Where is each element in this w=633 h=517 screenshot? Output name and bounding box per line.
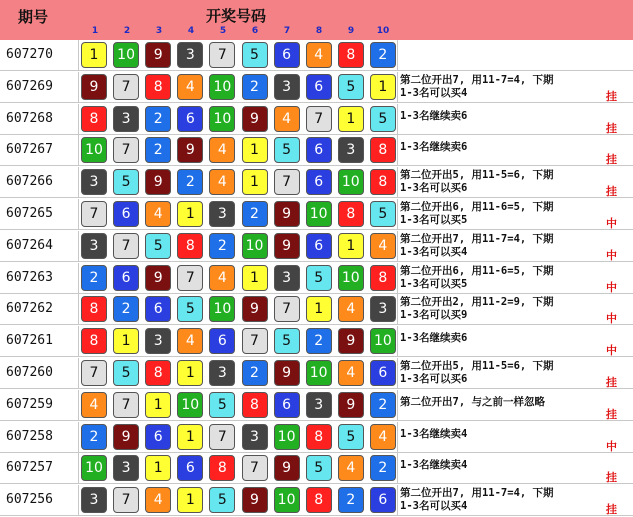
result-mark: 中 <box>606 312 617 326</box>
number-ball: 3 <box>274 74 300 100</box>
number-ball: 7 <box>209 424 235 450</box>
note-line: 1-3名继续卖4 <box>400 427 468 440</box>
column-divider <box>78 358 79 389</box>
table-row <box>0 390 633 421</box>
number-ball: 8 <box>338 42 364 68</box>
position-label: 1 <box>91 26 99 36</box>
number-ball: 8 <box>338 201 364 227</box>
number-ball: 7 <box>274 296 300 322</box>
number-ball: 1 <box>370 74 396 100</box>
number-ball: 6 <box>274 42 300 68</box>
column-divider <box>78 453 79 484</box>
number-ball: 4 <box>209 137 235 163</box>
note-line: 1-3名可以买4 <box>400 245 468 258</box>
table-row <box>0 358 633 389</box>
number-ball: 5 <box>306 455 332 481</box>
strategy-note <box>400 396 545 409</box>
number-ball: 4 <box>370 233 396 259</box>
column-divider <box>78 231 79 262</box>
number-ball: 10 <box>113 42 139 68</box>
table-row <box>0 294 633 325</box>
number-ball: 8 <box>370 137 396 163</box>
number-ball: 4 <box>274 106 300 132</box>
column-divider <box>78 294 79 325</box>
number-ball: 2 <box>113 296 139 322</box>
number-ball: 8 <box>370 169 396 195</box>
result-mark: 挂 <box>606 153 617 167</box>
number-ball: 3 <box>113 455 139 481</box>
number-ball: 9 <box>145 265 171 291</box>
strategy-note <box>400 201 554 227</box>
number-ball: 7 <box>113 233 139 259</box>
number-ball: 7 <box>242 455 268 481</box>
result-mark: 挂 <box>606 503 617 517</box>
number-ball: 6 <box>274 392 300 418</box>
issue-number: 607268 <box>6 110 53 126</box>
number-ball: 2 <box>145 106 171 132</box>
number-ball: 1 <box>242 137 268 163</box>
strategy-note <box>400 233 554 259</box>
number-ball: 3 <box>81 233 107 259</box>
issue-number: 607269 <box>6 78 53 94</box>
number-ball: 6 <box>177 455 203 481</box>
number-ball: 5 <box>209 487 235 513</box>
number-ball: 8 <box>145 360 171 386</box>
issue-number: 607265 <box>6 206 53 221</box>
issue-number: 607256 <box>6 492 53 508</box>
strategy-note <box>400 141 467 154</box>
number-ball: 2 <box>242 201 268 227</box>
number-ball: 6 <box>145 424 171 450</box>
result-mark: 挂 <box>606 185 617 199</box>
number-ball: 4 <box>338 360 364 386</box>
number-ball: 3 <box>81 487 107 513</box>
result-mark: 挂 <box>606 89 617 103</box>
column-divider <box>78 72 79 103</box>
number-ball: 10 <box>306 201 332 227</box>
number-ball: 2 <box>81 265 107 291</box>
note-line: 1-3名可以买4 <box>400 500 468 513</box>
column-divider <box>397 40 398 71</box>
number-ball: 10 <box>81 455 107 481</box>
table-row <box>0 422 633 453</box>
number-ball: 8 <box>81 328 107 354</box>
number-ball: 6 <box>113 201 139 227</box>
table-row <box>0 40 633 71</box>
strategy-note <box>400 265 554 291</box>
issue-number: 607266 <box>6 174 53 190</box>
number-ball: 6 <box>306 74 332 100</box>
number-ball: 1 <box>177 487 203 513</box>
column-divider <box>78 326 79 357</box>
number-ball: 6 <box>306 233 332 259</box>
number-ball: 9 <box>113 424 139 450</box>
number-ball: 7 <box>113 137 139 163</box>
column-divider <box>397 231 398 262</box>
number-ball: 10 <box>274 424 300 450</box>
result-mark: 挂 <box>606 376 617 389</box>
result-mark: 挂 <box>606 471 617 485</box>
number-ball: 4 <box>306 42 332 68</box>
number-ball: 1 <box>113 328 139 354</box>
result-mark: 中 <box>606 439 617 453</box>
table-header <box>0 0 633 40</box>
number-ball: 9 <box>177 137 203 163</box>
draw-numbers-header: 开奖号码 <box>206 7 267 25</box>
column-divider <box>78 199 79 230</box>
number-ball: 5 <box>306 265 332 291</box>
strategy-note <box>400 428 467 441</box>
result-mark: 中 <box>606 344 617 358</box>
number-ball: 9 <box>242 106 268 132</box>
column-divider <box>78 167 79 198</box>
number-ball: 4 <box>338 455 364 481</box>
column-divider <box>78 263 79 294</box>
result-mark: 挂 <box>606 407 617 421</box>
column-divider <box>78 485 79 516</box>
column-divider <box>397 485 398 516</box>
strategy-note <box>400 487 554 513</box>
number-ball: 5 <box>145 233 171 259</box>
number-ball: 2 <box>209 233 235 259</box>
number-ball: 5 <box>274 328 300 354</box>
issue-number: 607258 <box>6 428 53 444</box>
number-ball: 10 <box>306 360 332 386</box>
number-ball: 10 <box>209 74 235 100</box>
position-label: 2 <box>123 26 131 36</box>
number-ball: 9 <box>145 169 171 195</box>
number-ball: 9 <box>145 42 171 68</box>
issue-number: 607262 <box>6 301 53 317</box>
number-ball: 3 <box>113 106 139 132</box>
number-ball: 5 <box>338 424 364 450</box>
number-ball: 7 <box>113 392 139 418</box>
number-ball: 7 <box>274 169 300 195</box>
note-line: 1-3名可以买9 <box>400 309 468 322</box>
number-ball: 3 <box>177 42 203 68</box>
number-ball: 6 <box>145 296 171 322</box>
number-ball: 6 <box>370 360 396 386</box>
number-ball: 8 <box>81 296 107 322</box>
number-ball: 3 <box>209 360 235 386</box>
note-line: 第二位开出7, 与之前一样忽略 <box>400 395 545 408</box>
number-ball: 7 <box>306 106 332 132</box>
number-ball: 9 <box>242 296 268 322</box>
number-ball: 4 <box>370 424 396 450</box>
column-divider <box>397 263 398 294</box>
number-ball: 4 <box>209 265 235 291</box>
number-ball: 3 <box>209 201 235 227</box>
note-line: 第二位开出7, 用11-7=4, 下期 <box>400 232 554 245</box>
position-label: 3 <box>155 26 163 36</box>
note-line: 第二位开出6, 用11-6=5, 下期 <box>400 201 554 213</box>
number-ball: 1 <box>177 201 203 227</box>
strategy-note <box>400 110 467 123</box>
issue-number: 607270 <box>6 47 53 62</box>
number-ball: 5 <box>209 392 235 418</box>
number-ball: 2 <box>242 74 268 100</box>
strategy-note <box>400 459 467 472</box>
number-ball: 6 <box>306 169 332 195</box>
number-ball: 3 <box>274 265 300 291</box>
note-line: 1-3名继续卖6 <box>400 141 468 154</box>
number-ball: 5 <box>113 169 139 195</box>
number-ball: 10 <box>370 328 396 354</box>
note-line: 1-3名可以买4 <box>400 86 468 99</box>
column-divider <box>397 72 398 103</box>
table-row <box>0 135 633 166</box>
number-ball: 6 <box>370 487 396 513</box>
table-row <box>0 199 633 230</box>
column-divider <box>78 40 79 71</box>
number-ball: 7 <box>242 328 268 354</box>
number-ball: 9 <box>242 487 268 513</box>
number-ball: 5 <box>242 42 268 68</box>
number-ball: 5 <box>370 201 396 227</box>
number-ball: 10 <box>177 392 203 418</box>
number-ball: 2 <box>370 455 396 481</box>
note-line: 第二位开出7, 用11-7=4, 下期 <box>400 487 554 500</box>
number-ball: 5 <box>338 74 364 100</box>
number-ball: 10 <box>81 137 107 163</box>
number-ball: 4 <box>145 201 171 227</box>
issue-number: 607264 <box>6 237 53 253</box>
number-ball: 8 <box>177 233 203 259</box>
number-ball: 6 <box>177 106 203 132</box>
number-ball: 1 <box>145 392 171 418</box>
number-ball: 7 <box>209 42 235 68</box>
number-ball: 8 <box>242 392 268 418</box>
position-label: 9 <box>347 26 355 36</box>
number-ball: 8 <box>145 74 171 100</box>
number-ball: 10 <box>242 233 268 259</box>
number-ball: 1 <box>81 42 107 68</box>
note-line: 1-3名可以买5 <box>400 277 468 290</box>
number-ball: 2 <box>306 328 332 354</box>
number-ball: 6 <box>113 265 139 291</box>
table-row <box>0 72 633 103</box>
column-divider <box>397 135 398 166</box>
column-divider <box>397 294 398 325</box>
position-label: 10 <box>376 26 390 36</box>
number-ball: 5 <box>113 360 139 386</box>
column-divider <box>78 104 79 135</box>
note-line: 1-3名继续卖6 <box>400 109 468 122</box>
number-ball: 7 <box>81 360 107 386</box>
number-ball: 7 <box>81 201 107 227</box>
position-label: 7 <box>283 26 291 36</box>
column-divider <box>397 326 398 357</box>
note-line: 1-3名可以买6 <box>400 373 468 385</box>
note-line: 1-3名可以买5 <box>400 214 468 226</box>
number-ball: 9 <box>338 328 364 354</box>
number-ball: 9 <box>274 233 300 259</box>
number-ball: 3 <box>81 169 107 195</box>
number-ball: 2 <box>338 487 364 513</box>
number-ball: 9 <box>81 74 107 100</box>
number-ball: 5 <box>370 106 396 132</box>
note-line: 1-3名继续卖4 <box>400 459 468 472</box>
number-ball: 10 <box>274 487 300 513</box>
number-ball: 3 <box>145 328 171 354</box>
number-ball: 7 <box>113 74 139 100</box>
column-divider <box>397 453 398 484</box>
number-ball: 1 <box>338 233 364 259</box>
number-ball: 2 <box>145 137 171 163</box>
number-ball: 3 <box>306 392 332 418</box>
number-ball: 8 <box>370 265 396 291</box>
number-ball: 6 <box>306 137 332 163</box>
number-ball: 10 <box>338 265 364 291</box>
number-ball: 3 <box>338 137 364 163</box>
number-ball: 1 <box>338 106 364 132</box>
issue-number: 607260 <box>6 365 53 380</box>
number-ball: 2 <box>177 169 203 195</box>
number-ball: 9 <box>274 360 300 386</box>
number-ball: 2 <box>370 392 396 418</box>
strategy-note <box>400 360 554 386</box>
issue-number: 607259 <box>6 396 53 412</box>
issue-number: 607257 <box>6 460 53 476</box>
number-ball: 8 <box>81 106 107 132</box>
number-ball: 2 <box>81 424 107 450</box>
number-ball: 1 <box>242 169 268 195</box>
result-mark: 中 <box>606 280 617 294</box>
number-ball: 7 <box>177 265 203 291</box>
strategy-note <box>400 169 554 195</box>
number-ball: 9 <box>274 455 300 481</box>
column-divider <box>397 167 398 198</box>
table-row <box>0 167 633 198</box>
note-line: 第二位开出2, 用11-2=9, 下期 <box>400 296 554 309</box>
column-divider <box>397 358 398 389</box>
number-ball: 1 <box>306 296 332 322</box>
number-ball: 5 <box>177 296 203 322</box>
strategy-note <box>400 74 554 100</box>
number-ball: 4 <box>177 74 203 100</box>
number-ball: 4 <box>338 296 364 322</box>
number-ball: 10 <box>338 169 364 195</box>
issue-number: 607267 <box>6 142 53 158</box>
number-ball: 3 <box>370 296 396 322</box>
number-ball: 5 <box>274 137 300 163</box>
table-row <box>0 453 633 484</box>
number-ball: 2 <box>242 360 268 386</box>
strategy-note <box>400 296 554 322</box>
number-ball: 6 <box>209 328 235 354</box>
note-line: 第二位开出5, 用11-5=6, 下期 <box>400 169 554 182</box>
issue-number: 607263 <box>6 269 53 285</box>
number-ball: 4 <box>209 169 235 195</box>
result-mark: 挂 <box>606 121 617 135</box>
column-divider <box>397 199 398 230</box>
table-row <box>0 485 633 516</box>
number-ball: 9 <box>338 392 364 418</box>
table-row <box>0 263 633 294</box>
column-divider <box>78 135 79 166</box>
column-divider <box>397 104 398 135</box>
number-ball: 7 <box>113 487 139 513</box>
note-line: 第二位开出6, 用11-6=5, 下期 <box>400 264 554 277</box>
column-divider <box>397 390 398 421</box>
note-line: 第二位开出5, 用11-5=6, 下期 <box>400 360 554 372</box>
number-ball: 1 <box>177 424 203 450</box>
number-ball: 8 <box>209 455 235 481</box>
number-ball: 8 <box>306 424 332 450</box>
number-ball: 9 <box>274 201 300 227</box>
issue-number: 607261 <box>6 333 53 349</box>
number-ball: 2 <box>370 42 396 68</box>
number-ball: 1 <box>242 265 268 291</box>
number-ball: 1 <box>177 360 203 386</box>
column-divider <box>397 422 398 453</box>
column-divider <box>78 422 79 453</box>
number-ball: 4 <box>81 392 107 418</box>
number-ball: 4 <box>145 487 171 513</box>
position-label: 4 <box>187 26 195 36</box>
number-ball: 3 <box>242 424 268 450</box>
issue-column-header: 期号 <box>18 8 49 26</box>
position-label: 8 <box>315 26 323 36</box>
number-ball: 10 <box>209 106 235 132</box>
column-divider <box>78 390 79 421</box>
number-ball: 10 <box>209 296 235 322</box>
note-line: 1-3名可以买6 <box>400 182 468 195</box>
position-label: 6 <box>251 26 259 36</box>
strategy-note <box>400 332 467 345</box>
table-row <box>0 326 633 357</box>
note-line: 第二位开出7, 用11-7=4, 下期 <box>400 73 554 86</box>
number-ball: 8 <box>306 487 332 513</box>
result-mark: 中 <box>606 217 617 230</box>
note-line: 1-3名继续卖6 <box>400 332 468 345</box>
position-label: 5 <box>219 26 227 36</box>
result-mark: 中 <box>606 248 617 262</box>
table-row <box>0 104 633 135</box>
table-row <box>0 231 633 262</box>
number-ball: 4 <box>177 328 203 354</box>
number-ball: 1 <box>145 455 171 481</box>
